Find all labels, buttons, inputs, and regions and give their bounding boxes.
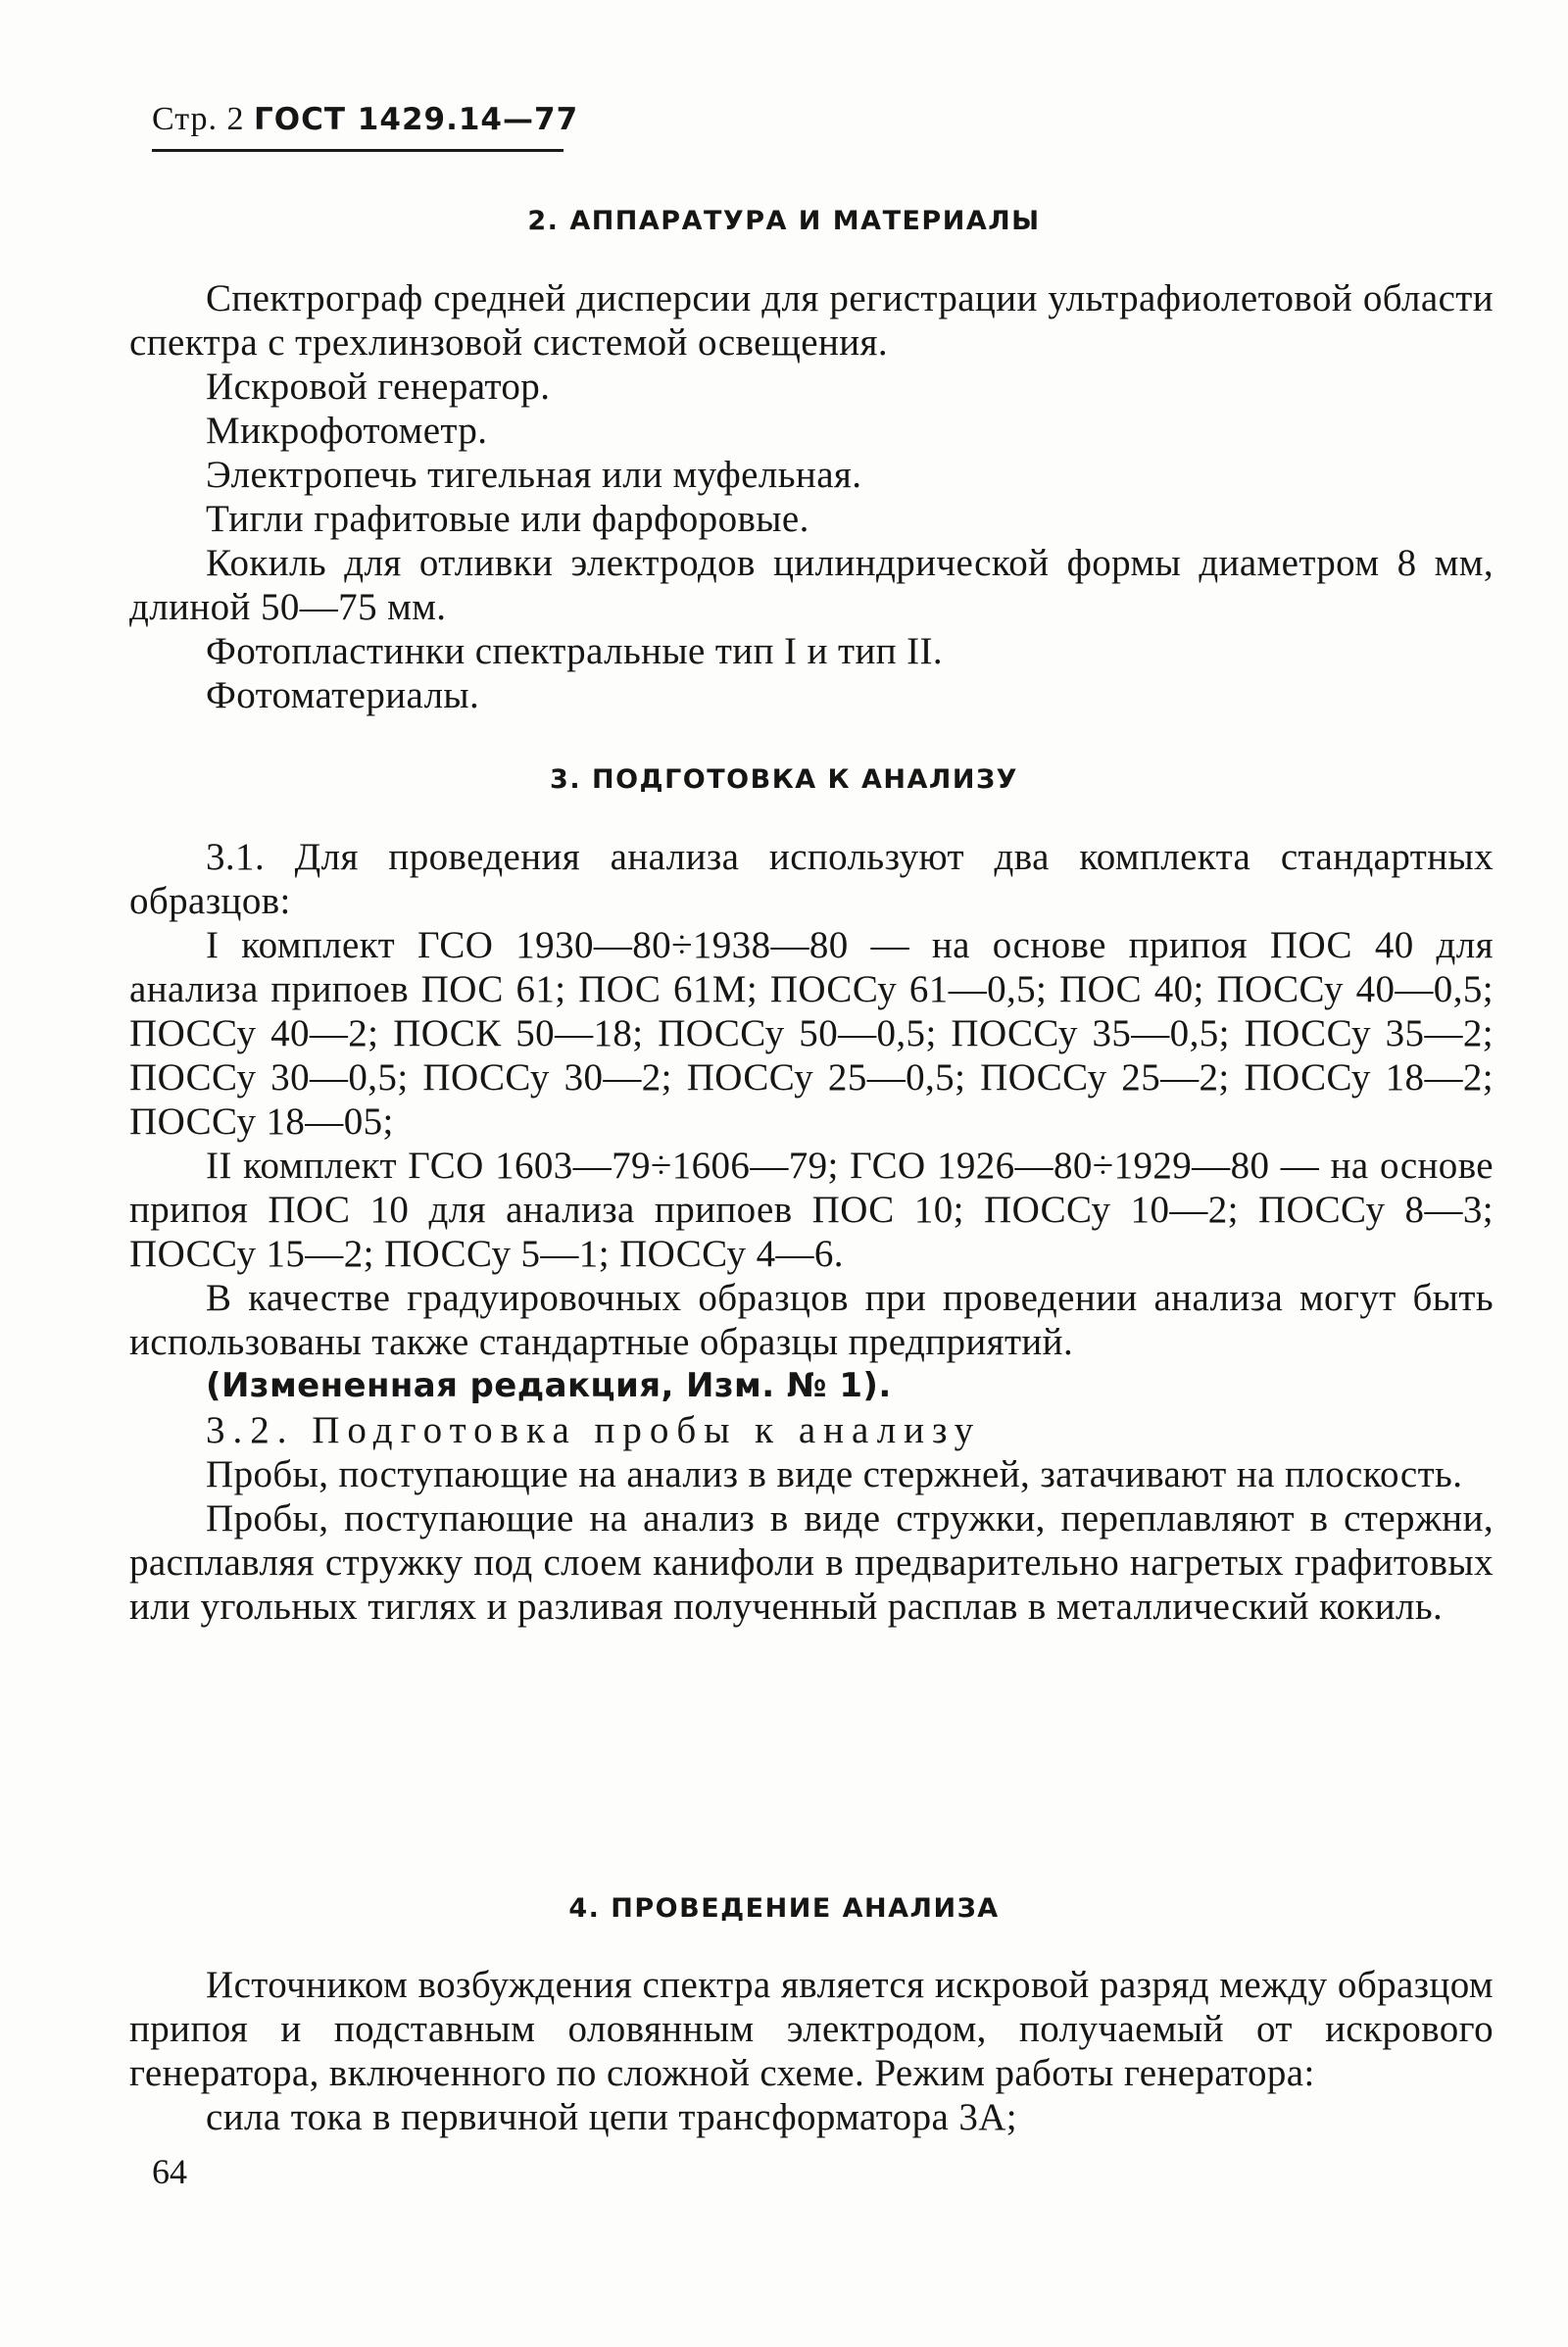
paragraph: Кокиль для отливки электродов цилиндрической формы диаметром 8 мм, длиной 50—75 мм.: [129, 542, 1494, 628]
paragraph: Тигли графитовые или фарфоровые.: [206, 498, 809, 540]
section-4-heading: 4. ПРОВЕДЕНИЕ АНАЛИЗА: [568, 1893, 1000, 1924]
standard-number: ГОСТ 1429.14—77: [254, 102, 579, 137]
section-3-body: [129, 835, 1494, 1629]
subsection-3-2-heading: 3.2. Подготовка пробы к анализу: [206, 1409, 982, 1451]
paragraph: Фотопластинки спектральные тип I и тип II.: [206, 630, 944, 672]
section-3-heading: 3. ПОДГОТОВКА К АНАЛИЗУ: [550, 764, 1018, 795]
paragraph: II комплект ГСО 1603—79÷1606—79; ГСО 1926—80÷1929—80 — на основе припоя ПОС 10 для анализа припоев ПОС 10; ПОССу 10—2; ПОССу 8—3; ПОССу 15—2; ПОССу 5—1; ПОССу 4—6.: [129, 1145, 1494, 1275]
paragraph: В качестве градуировочных образцов при проведении анализа могут быть использованы также стандартные образцы предприятий.: [129, 1277, 1494, 1363]
paragraph: сила тока в первичной цепи трансформатора 3А;: [206, 2096, 1018, 2138]
paragraph: Фотоматериалы.: [206, 674, 480, 716]
section-2-heading: 2. АППАРАТУРА И МАТЕРИАЛЫ: [527, 206, 1041, 236]
paragraph: Источником возбуждения спектра является искровой разряд между образцом припоя и подставным оловянным электродом, получаемый от искрового генератора, включенного по сложной схеме. Режим работы генератора:: [129, 1964, 1494, 2094]
paragraph: Пробы, поступающие на анализ в виде стружки, переплавляют в стержни, расплавляя стружку под слоем канифоли в предварительно нагретых графитовых или угольных тиглях и разливая полученный расплав в металлический кокиль.: [129, 1497, 1494, 1628]
paragraph: Спектрограф средней дисперсии для регистрации ультрафиолетовой области спектра с трехлинзовой системой освещения.: [129, 277, 1494, 364]
page-label: Стр. 2: [152, 101, 245, 137]
paragraph: I комплект ГСО 1930—80÷1938—80 — на основе припоя ПОС 40 для анализа припоев ПОС 61; ПОС 61М; ПОССу 61—0,5; ПОС 40; ПОССу 40—0,5; ПОССу 40—2; ПОСК 50—18; ПОССу 50—0,5; ПОССу 35—0,5; ПОССу 35—2; ПОССу 30—0,5; ПОССу 30—2; ПОССу 25—0,5; ПОССу 25—2; ПОССу 18—2; ПОССу 18—05;: [129, 924, 1494, 1143]
paragraph: Пробы, поступающие на анализ в виде стержней, затачивают на плоскость.: [206, 1453, 1463, 1495]
section-4-body: [129, 1963, 1494, 2139]
running-head: [152, 101, 578, 138]
paragraph: Электропечь тигельная или муфельная.: [206, 454, 862, 496]
paragraph: Микрофотометр.: [206, 410, 488, 452]
amendment-note: (Измененная редакция, Изм. № 1).: [206, 1366, 892, 1405]
section-2-body: [129, 276, 1494, 717]
header-rule: [152, 149, 564, 152]
paragraph: 3.1. Для проведения анализа используют два комплекта стандартных образцов:: [129, 836, 1494, 922]
page-number: 64: [152, 2152, 187, 2191]
paragraph: Искровой генератор.: [206, 366, 551, 408]
